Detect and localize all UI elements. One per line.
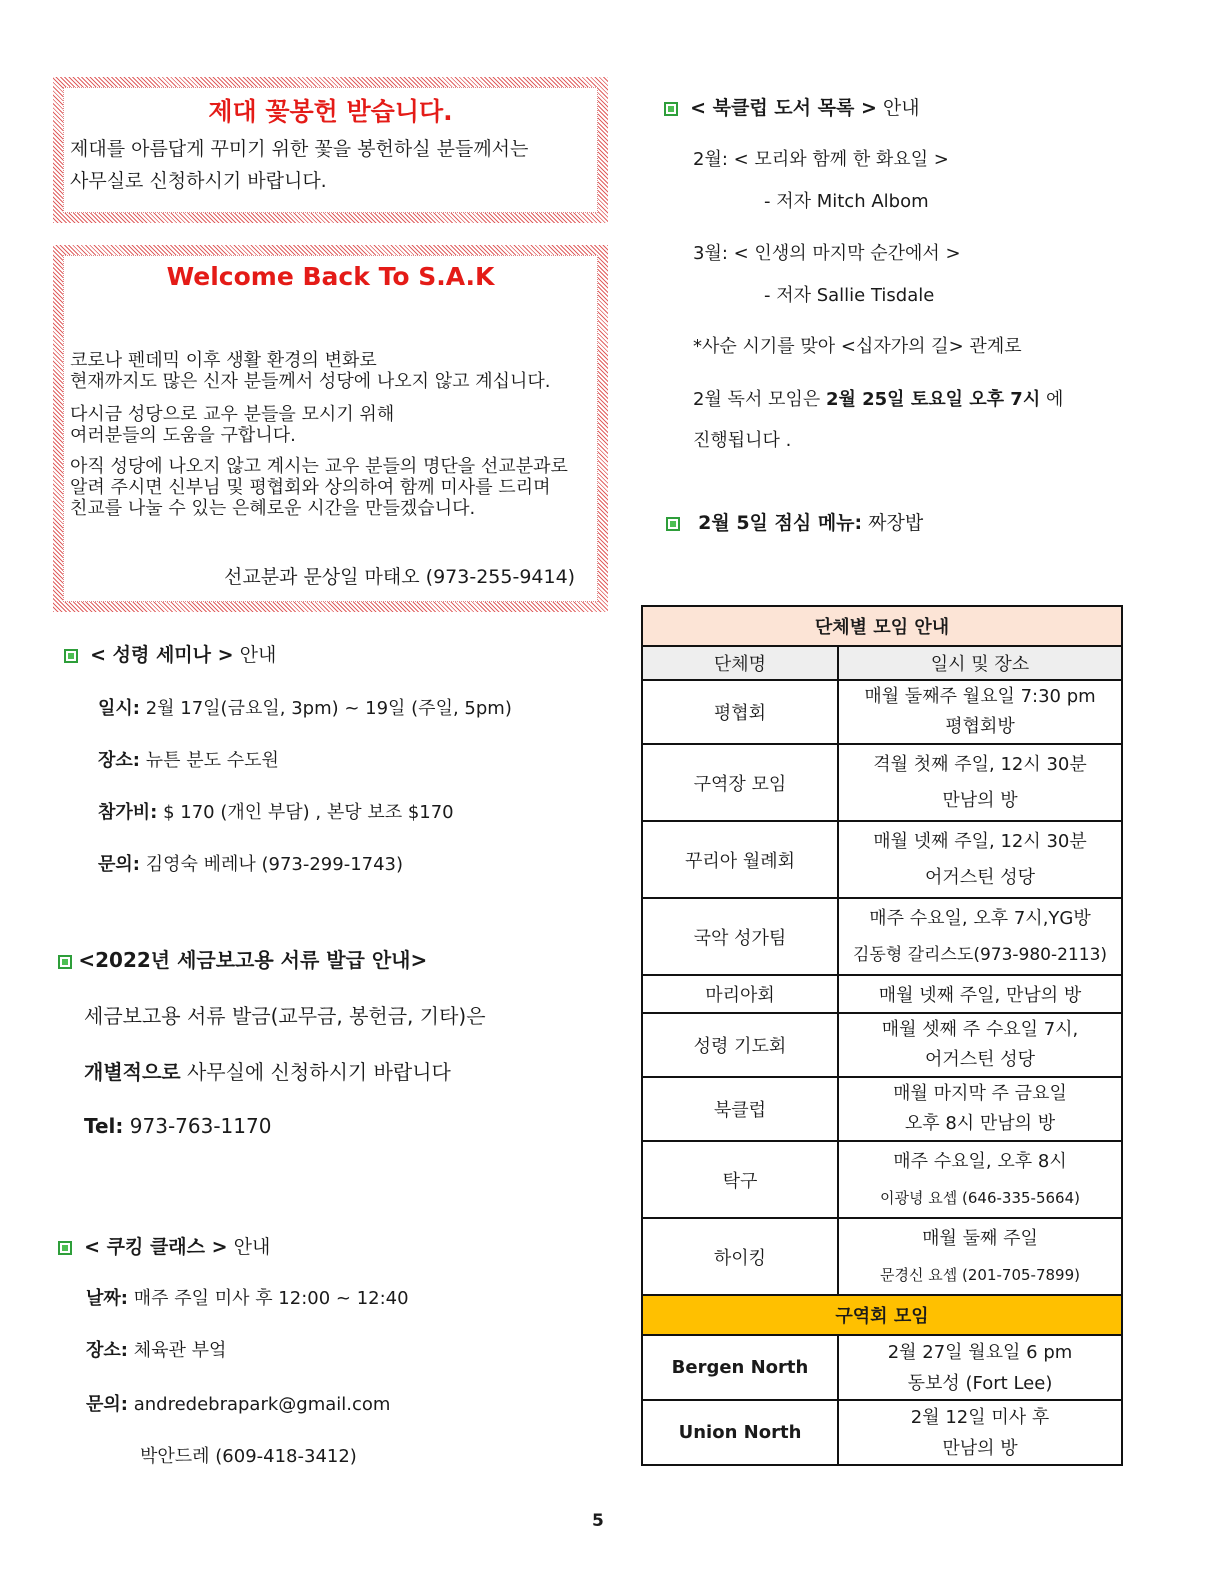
welcome-paragraph: 코로나 펜데믹 이후 생활 환경의 변화로 현재까지도 많은 신자 분들께서 성당에 나오지 않고 계십니다. bbox=[70, 350, 551, 392]
checkbox-bullet-icon bbox=[58, 955, 72, 969]
checkbox-bullet-icon bbox=[64, 649, 78, 663]
bookclub-note: *사순 시기를 맞아 <십자가의 길> 관계로 bbox=[693, 336, 1022, 357]
table-row: 구역장 모임 격월 첫째 주일, 12시 30분 만남의 방 bbox=[642, 744, 1122, 821]
welcome-paragraph: 다시금 성당으로 교우 분들을 모시기 위해 여러분들의 도움을 구합니다. bbox=[70, 404, 395, 446]
groups-schedule-table bbox=[641, 605, 1123, 1466]
checkbox-bullet-icon bbox=[664, 102, 678, 116]
table-row: 북클럽 매월 마지막 주 금요일 오후 8시 만남의 방 bbox=[642, 1077, 1122, 1141]
seminar-fee: 참가비: $ 170 (개인 부담) , 본당 보조 $170 bbox=[98, 802, 454, 823]
column-header: 일시 및 장소 bbox=[838, 646, 1122, 680]
checkbox-bullet-icon bbox=[58, 1241, 72, 1255]
tax-line: 세금보고용 서류 발금(교무금, 봉헌금, 기타)은 bbox=[84, 1004, 486, 1028]
district-meeting-title: 구역회 모임 bbox=[642, 1295, 1122, 1335]
seminar-heading: < 성령 세미나 > 안내 bbox=[64, 640, 276, 667]
table-row: Union North 2월 12일 미사 후 만남의 방 bbox=[642, 1400, 1122, 1465]
flower-notice-line: 사무실로 신청하시기 바랍니다. bbox=[70, 170, 327, 192]
bookclub-meeting: 2월 독서 모임은 2월 25일 토요일 오후 7시 에 bbox=[693, 389, 1064, 410]
tax-line: 개별적으로 사무실에 신청하시기 바랍니다 bbox=[84, 1060, 451, 1084]
flower-notice-line: 제대를 아름답게 꾸미기 위한 꽃을 봉헌하실 분들께서는 bbox=[70, 138, 529, 160]
cooking-contact: 문의: andredebrapark@gmail.com bbox=[86, 1394, 391, 1415]
bookclub-feb-author: - 저자 Mitch Albom bbox=[764, 191, 929, 212]
tax-heading: <2022년 세금보고용 서류 발급 안내> bbox=[58, 944, 427, 973]
flower-notice-title: 제대 꽃봉헌 받습니다. bbox=[208, 97, 453, 126]
cooking-place: 장소: 체육관 부엌 bbox=[86, 1340, 227, 1361]
seminar-contact: 문의: 김영숙 베레나 (973-299-1743) bbox=[98, 854, 404, 875]
cooking-date: 날짜: 매주 주일 미사 후 12:00 ~ 12:40 bbox=[86, 1288, 409, 1309]
cooking-contact-name: 박안드레 (609-418-3412) bbox=[140, 1446, 357, 1467]
bookclub-mar-author: - 저자 Sallie Tisdale bbox=[764, 285, 935, 306]
lunch-menu: 2월 5일 점심 메뉴: 짜장밥 bbox=[666, 508, 923, 535]
table-row: 마리아회 매월 넷째 주일, 만남의 방 bbox=[642, 975, 1122, 1013]
cooking-heading: < 쿠킹 클래스 > 안내 bbox=[58, 1232, 270, 1259]
column-header: 단체명 bbox=[642, 646, 838, 680]
checkbox-bullet-icon bbox=[666, 517, 680, 531]
tax-tel: Tel: 973-763-1170 bbox=[84, 1114, 272, 1138]
welcome-paragraph: 아직 성당에 나오지 않고 계시는 교우 분들의 명단을 선교분과로 알려 주시면 신부님 및 평협회와 상의하여 함께 미사를 드리며 친교를 나눌 수 있는 은혜로운 시간을 만들겠습니다. bbox=[70, 456, 568, 519]
bookclub-mar: 3월: < 인생의 마지막 순간에서 > bbox=[693, 243, 961, 264]
table-row: 국악 성가팀 매주 수요일, 오후 7시,YG방 김동형 갈리스도(973-980-2113) bbox=[642, 898, 1122, 975]
table-row: 탁구 매주 수요일, 오후 8시 이광녕 요셉 (646-335-5664) bbox=[642, 1141, 1122, 1218]
seminar-place: 장소: 뉴튼 분도 수도원 bbox=[98, 750, 279, 771]
seminar-date: 일시: 2월 17일(금요일, 3pm) ~ 19일 (주일, 5pm) bbox=[98, 698, 512, 719]
bookclub-meeting-line2: 진행됩니다 . bbox=[693, 430, 792, 451]
page-number: 5 bbox=[592, 1511, 604, 1531]
table-title: 단체별 모임 안내 bbox=[642, 606, 1122, 646]
table-row: 성령 기도회 매월 셋째 주 수요일 7시, 어거스틴 성당 bbox=[642, 1013, 1122, 1077]
table-row: 평협회 매월 둘째주 월요일 7:30 pm 평협회방 bbox=[642, 680, 1122, 744]
table-row: 하이킹 매월 둘째 주일 문경신 요셉 (201-705-7899) bbox=[642, 1218, 1122, 1295]
table-row: Bergen North 2월 27일 월요일 6 pm 동보성 (Fort Lee) bbox=[642, 1335, 1122, 1400]
welcome-back-title: Welcome Back To S.A.K bbox=[166, 262, 495, 291]
table-row: 꾸리아 월례회 매월 넷째 주일, 12시 30분 어거스틴 성당 bbox=[642, 821, 1122, 898]
bookclub-feb: 2월: < 모리와 함께 한 화요일 > bbox=[693, 149, 949, 170]
welcome-signature: 선교분과 문상일 마태오 (973-255-9414) bbox=[224, 566, 576, 588]
bookclub-heading: < 북클럽 도서 목록 > 안내 bbox=[664, 93, 920, 120]
